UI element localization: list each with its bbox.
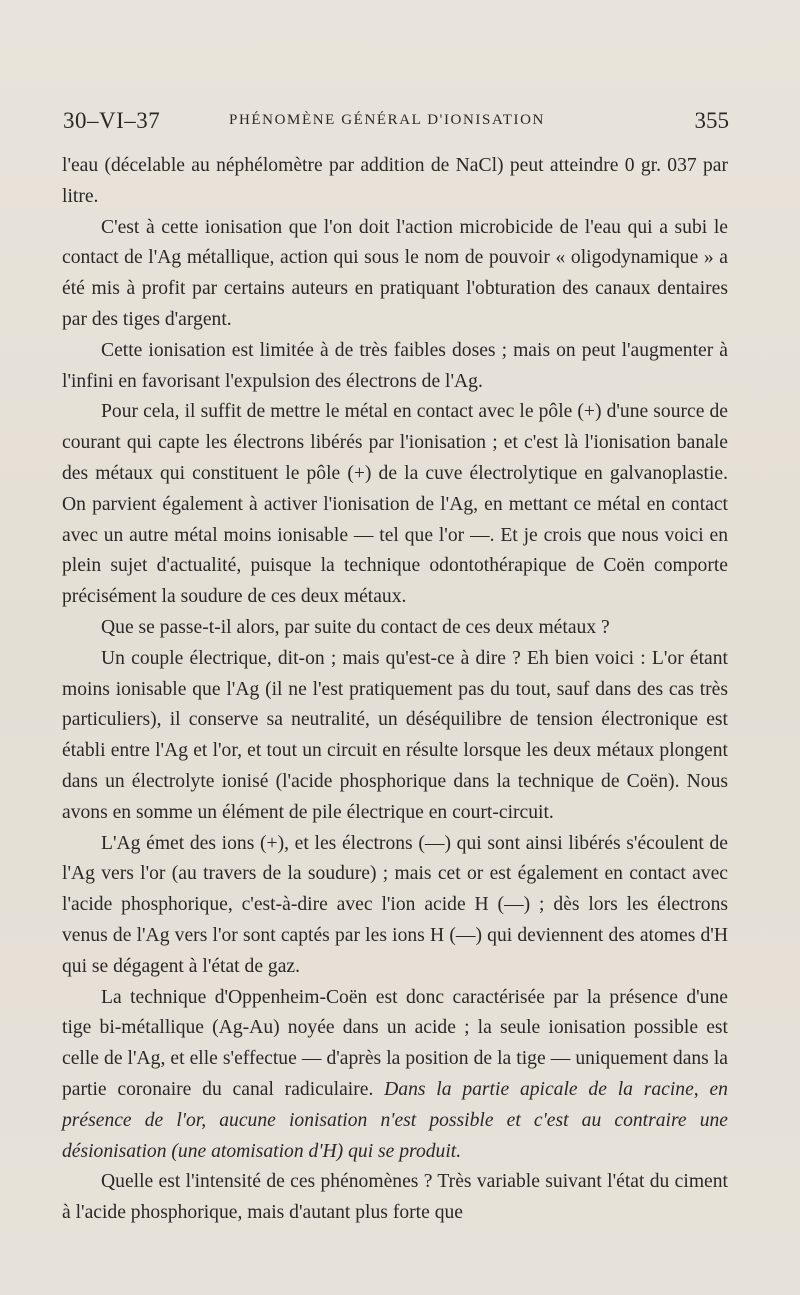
paragraph: Cette ionisation est limitée à de très faibles doses ; mais on peut l'augmenter à l'infini en favorisant l'expulsion des électrons de l'Ag. <box>62 339 728 392</box>
paragraph: Pour cela, il suffit de mettre le métal en contact avec le pôle (+) d'une source de courant qui capte les électrons libérés par l'ionisation ; et c'est là l'ionisation banale des métaux qui constituent le pôle (+) de la cuve électrolytique en galvanoplastie. On parvient également à activer l'ionisation de l'Ag, en mettant ce métal en contact avec un autre métal moins ionisable — tel que l'or —. Et je crois que nous voici en plein sujet d'actualité, puisque la technique odontothérapique de Coën comporte précisément la soudure de ces deux métaux. <box>62 401 728 608</box>
header-title: PHÉNOMÈNE GÉNÉRAL D'IONISATION <box>229 112 545 128</box>
header-date: 30–VI–37 <box>63 108 161 133</box>
paragraph: Que se passe-t-il alors, par suite du contact de ces deux métaux ? <box>101 616 610 638</box>
paragraph-with-italic <box>62 983 728 1168</box>
paragraph: Un couple électrique, dit-on ; mais qu'est-ce à dire ? Eh bien voici : L'or étant moins ionisable que l'Ag (il ne l'est pratiquement pas du tout, sauf dans des cas très particuliers), il conserve sa neutralité, un déséquilibre de tension électronique est établi entre l'Ag et l'or, et tout un circuit en résulte lorsque les deux métaux plongent dans un électrolyte ionisé (l'acide phosphorique dans la technique de Coën). Nous avons en somme un élément de pile électrique en court-circuit. <box>62 647 728 823</box>
running-head <box>63 108 729 136</box>
paragraph: L'Ag émet des ions (+), et les électrons (—) qui sont ainsi libérés s'écoulent de l'Ag vers l'or (au travers de la soudure) ; mais cet or est également en contact avec l'acide phosphorique, c'est-à-dire avec l'ion acide H (—) ; dès lors les électrons venus de l'Ag vers l'or sont captés par les ions H (—) qui deviennent des atomes d'H qui se dégagent à l'état de gaz. <box>62 832 728 977</box>
body-text <box>62 151 728 1229</box>
page-number: 355 <box>694 108 729 133</box>
paragraph-continued: l'eau (décelable au néphélomètre par addition de NaCl) peut atteindre 0 gr. 037 par litre. <box>62 155 728 207</box>
paragraph-italic-part: Dans la partie apicale de la racine, en présence de l'or, aucune ionisation n'est possible et c'est au contraire une désionisation (une atomisation d'H) qui se produit. <box>62 1078 728 1162</box>
paragraph-roman-part: La technique d'Oppenheim-Coën est donc caractérisée par la présence d'une tige bi-métallique (Ag-Au) noyée dans un acide ; la seule ionisation possible est celle de l'Ag, et elle s'effectue — d'après la position de la tige — uniquement dans la partie coronaire du canal radiculaire. <box>62 986 728 1100</box>
paragraph: C'est à cette ionisation que l'on doit l'action microbicide de l'eau qui a subi le contact de l'Ag métallique, action qui sous le nom de pouvoir « oligodynamique » a été mis à profit par certains auteurs en pratiquant l'obturation des canaux dentaires par des tiges d'argent. <box>62 216 728 330</box>
paragraph-last: Quelle est l'intensité de ces phénomènes ? Très variable suivant l'état du ciment à l'acide phosphorique, mais d'autant plus forte que <box>62 1171 728 1224</box>
